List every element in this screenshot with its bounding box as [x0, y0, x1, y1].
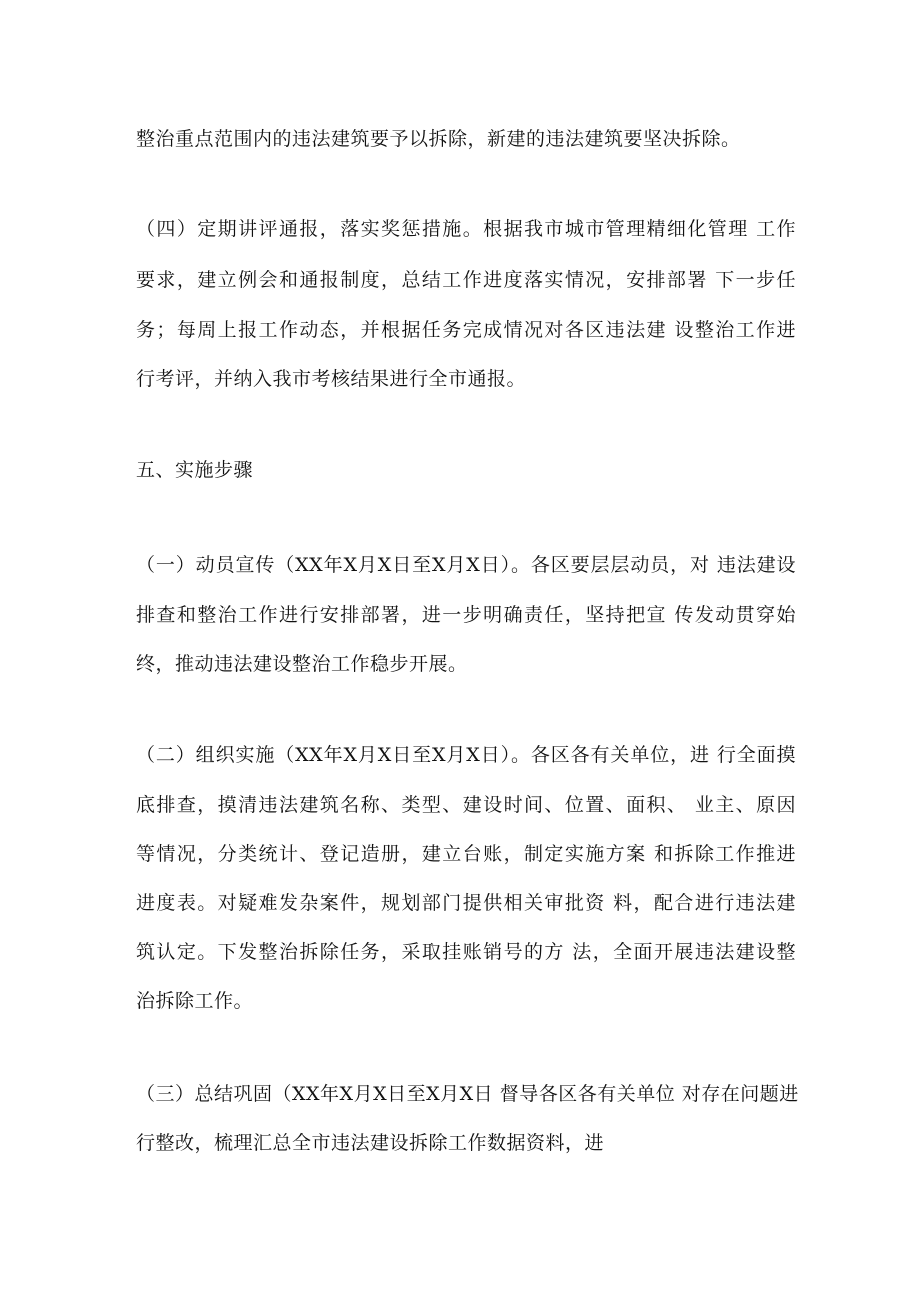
text-line: 底排查，摸清违法建筑名称、类型、建设时间、位置、面积、 业主、原因 — [136, 794, 796, 816]
text-line: （一）动员宣传（XX年X月X日至X月X日）。各区要层层动员，对 违法建设 — [136, 554, 796, 576]
text-line: 行整改，梳理汇总全市违法建设拆除工作数据资料，进 — [136, 1132, 605, 1154]
text-line: 终，推动违法建设整治工作稳步开展。 — [136, 653, 468, 675]
text-line: 行考评，并纳入我市考核结果进行全市通报。 — [136, 368, 527, 390]
text-line: 治拆除工作。 — [136, 990, 254, 1012]
text-line: 要求，建立例会和通报制度，总结工作进度落实情况，安排部署 下一步任 — [136, 269, 796, 291]
text-line: （三）总结巩固（XX年X月X日至X月X日 督导各区各有关单位 对存在问题进 — [136, 1083, 799, 1105]
text-line: （四）定期讲评通报，落实奖惩措施。根据我市城市管理精细化管理 工作 — [136, 218, 796, 240]
section-heading: 五、实施步骤 — [136, 459, 254, 481]
text-line: 排查和整治工作进行安排部署，进一步明确责任，坚持把宣 传发动贯穿始 — [136, 604, 796, 626]
text-line: （二）组织实施（XX年X月X日至X月X日）。各区各有关单位，进 行全面摸 — [136, 744, 796, 766]
text-line: 等情况，分类统计、登记造册，建立台账，制定实施方案 和拆除工作推进 — [136, 843, 796, 865]
text-line: 筑认定。下发整治拆除任务，采取挂账销号的方 法，全面开展违法建设整 — [136, 941, 796, 963]
text-line: 整治重点范围内的违法建筑要予以拆除，新建的违法建筑要坚决拆除。 — [136, 128, 741, 150]
text-line: 务；每周上报工作动态，并根据任务完成情况对各区违法建 设整治工作进 — [136, 319, 796, 341]
text-line: 进度表。对疑难发杂案件，规划部门提供相关审批资 料，配合进行违法建 — [136, 892, 796, 914]
